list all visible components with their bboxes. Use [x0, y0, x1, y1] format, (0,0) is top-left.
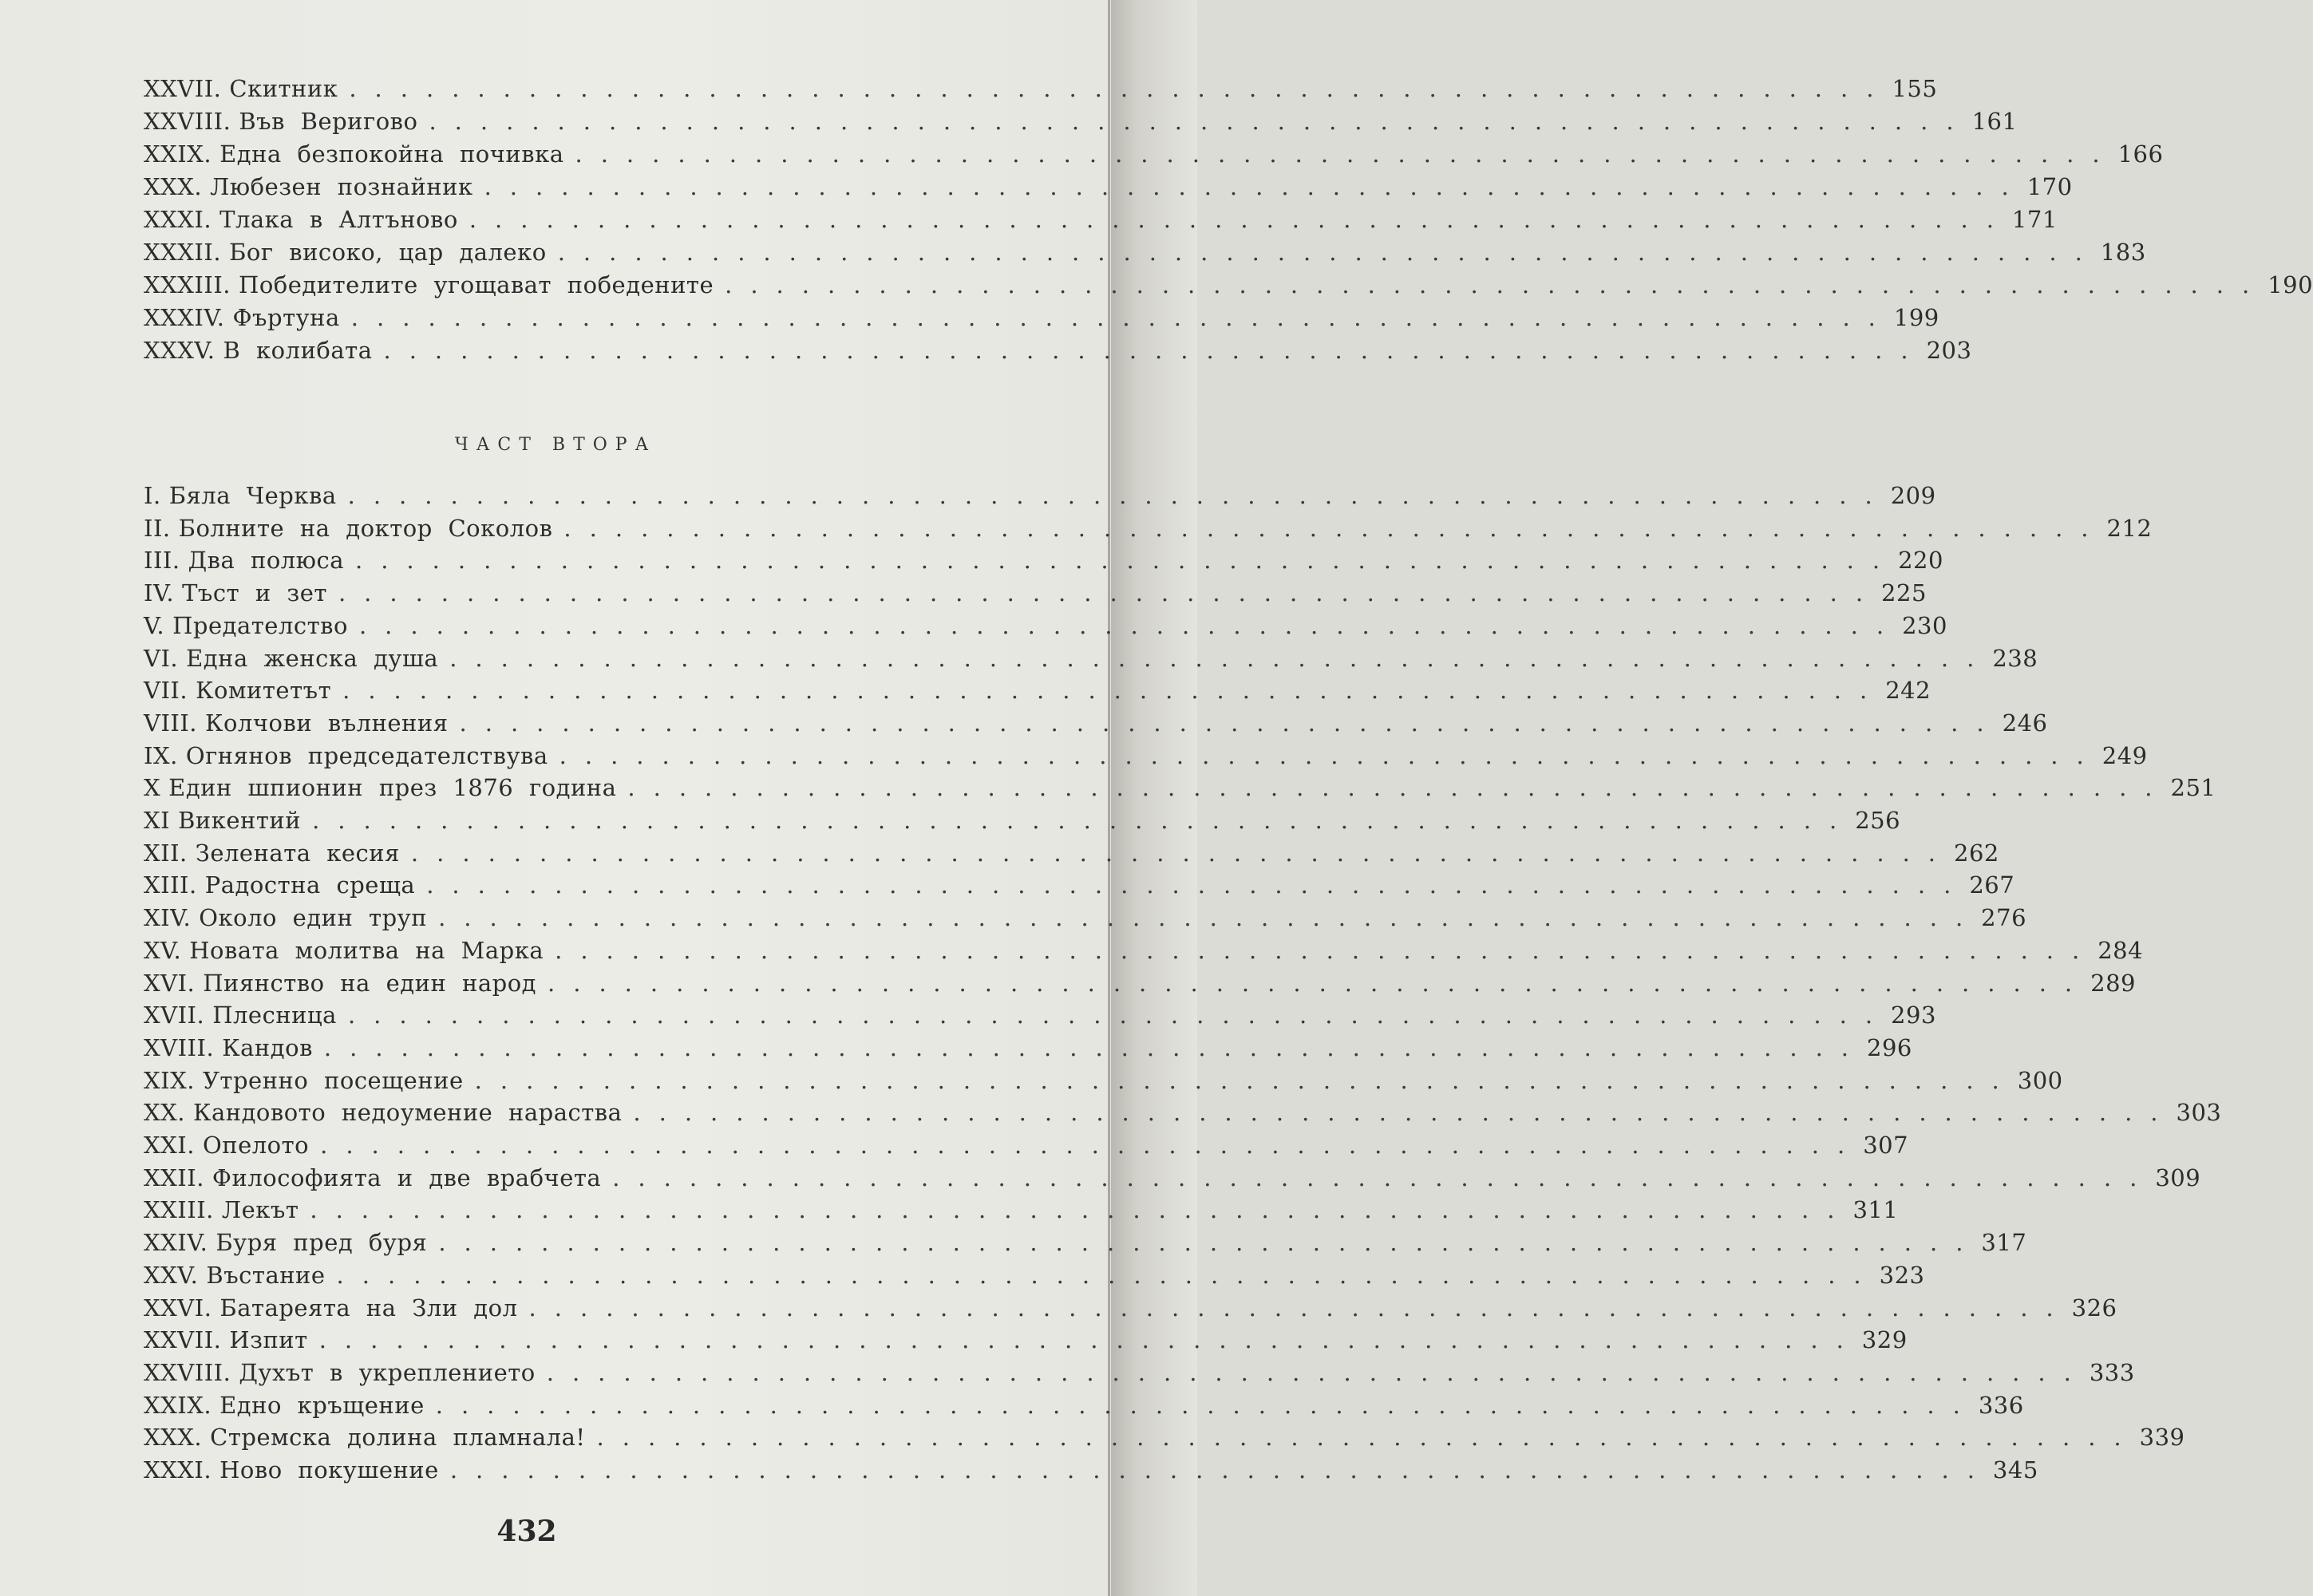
toc-entry [144, 173, 2073, 205]
chapter-title: Колчови вълнения [205, 709, 449, 737]
toc-entry [144, 1261, 1925, 1294]
chapter-title: Една безпокойна почивка [219, 140, 564, 168]
toc-entry [144, 774, 2216, 806]
chapter-number: XXVII. [144, 1326, 222, 1354]
chapter-title: Болните на доктор Соколов [178, 514, 553, 542]
chapter-page-number: 242 [1885, 677, 1931, 705]
chapter-page-number: 303 [2176, 1099, 2222, 1127]
toc-entry [144, 1424, 2185, 1456]
dot-leader: ............................................................ [426, 871, 1970, 899]
chapter-page-number: 317 [1981, 1229, 2027, 1257]
chapter-number: XIV. [144, 904, 192, 932]
chapter-page-number: 339 [2139, 1424, 2185, 1452]
chapter-page-number: 203 [1926, 337, 1972, 364]
dot-leader: ............................................................ [575, 140, 2118, 168]
chapter-number: VII. [144, 677, 188, 705]
dot-leader: ............................................................ [555, 936, 2098, 964]
toc-entry [144, 482, 1936, 514]
chapter-number: XII. [144, 839, 188, 867]
chapter-page-number: 333 [2089, 1358, 2135, 1386]
dot-leader: ............................................................ [596, 1424, 2140, 1452]
dot-leader: ............................................................ [449, 1456, 1993, 1483]
chapter-page-number: 336 [1978, 1391, 2024, 1419]
chapter-title: Философията и две врабчета [212, 1163, 602, 1191]
chapter-title: Фъртуна [232, 304, 340, 331]
chapter-page-number: 161 [1971, 108, 2018, 135]
chapter-number: XXX. [144, 173, 203, 200]
chapter-number: XXIII. [144, 1196, 214, 1224]
chapter-number: XX. [144, 1099, 186, 1127]
chapter-title: Буря пред буря [215, 1229, 428, 1257]
chapter-page-number: 300 [2017, 1066, 2063, 1094]
chapter-page-number: 220 [1898, 547, 1943, 575]
dot-leader: ............................................................ [449, 644, 1993, 672]
chapter-number: XXXI. [144, 206, 212, 233]
dot-leader: ............................................................ [350, 304, 1894, 331]
toc-entry [144, 547, 1943, 579]
chapter-page-number: 183 [2100, 239, 2146, 266]
chapter-title: Комитетът [196, 677, 332, 705]
section-heading: ЧАСТ ВТОРА [454, 435, 657, 455]
chapter-page-number: 267 [1969, 871, 2015, 899]
chapter-number: IX. [144, 741, 178, 769]
chapter-title: Два полюса [188, 547, 344, 575]
dot-leader: ............................................................ [312, 807, 1856, 834]
toc-entry [144, 807, 1901, 839]
toc-entry [144, 337, 1972, 369]
dot-leader: ............................................................ [336, 1261, 1880, 1289]
toc-entry [144, 1001, 1936, 1033]
dot-leader: ............................................................ [429, 108, 1972, 135]
chapter-page-number: 293 [1891, 1001, 1936, 1029]
toc-entry [144, 677, 1931, 709]
chapter-title: Победителите угощават победените [239, 271, 714, 298]
dot-leader: ............................................................ [438, 904, 1982, 932]
chapter-number: II. [144, 514, 171, 542]
chapter-title: Тъст и зет [182, 579, 327, 607]
dot-leader: ............................................................ [347, 1001, 1892, 1029]
chapter-page-number: 230 [1902, 611, 1947, 639]
dot-leader: ............................................................ [318, 1326, 1862, 1354]
dot-leader: ............................................................ [323, 1033, 1868, 1061]
chapter-title: Едно кръщение [219, 1391, 425, 1419]
toc-entry [144, 206, 2058, 238]
chapter-title: Бог високо, цар далеко [229, 239, 547, 266]
chapter-number: X [144, 774, 161, 802]
dot-leader: ............................................................ [349, 75, 1892, 102]
chapter-title: Огнянов председателствува [185, 741, 548, 769]
dot-leader: ............................................................ [355, 547, 1899, 575]
chapter-title: Предателство [172, 611, 348, 639]
chapter-number: VI. [144, 644, 179, 672]
chapter-page-number: 323 [1879, 1261, 1925, 1289]
toc-entry [144, 611, 1947, 644]
chapter-page-number: 209 [1890, 482, 1936, 509]
chapter-title: Духът в укреплението [239, 1358, 536, 1386]
chapter-title: Батареята на Зли дол [219, 1294, 518, 1321]
chapter-number: XXXIII. [144, 271, 231, 298]
toc-entry [144, 514, 2153, 547]
toc-entry [144, 1033, 1912, 1066]
toc-entry [144, 75, 1938, 107]
chapter-number: XXI. [144, 1132, 195, 1159]
dot-leader: ............................................................ [546, 1358, 2090, 1386]
chapter-number: XXXII. [144, 239, 222, 266]
chapter-page-number: 311 [1852, 1196, 1899, 1224]
toc-entry [144, 239, 2146, 271]
dot-leader: ............................................................ [474, 1066, 2018, 1094]
chapter-title: Стремска долина пламнала! [210, 1424, 586, 1452]
chapter-title: Кандов [222, 1033, 313, 1061]
chapter-page-number: 170 [2026, 173, 2073, 200]
chapter-page-number: 345 [1992, 1456, 2038, 1483]
dot-leader: ............................................................ [548, 969, 2091, 997]
dot-leader: ............................................................ [557, 239, 2101, 266]
chapter-number: XXIX. [144, 140, 212, 168]
chapter-number: III. [144, 547, 180, 575]
toc-entry [144, 904, 2027, 936]
dot-leader: ............................................................ [383, 337, 1927, 364]
chapter-title: Бяла Черква [168, 482, 337, 509]
dot-leader: ............................................................ [358, 611, 1903, 639]
chapter-number: V. [144, 611, 165, 639]
dot-leader: ............................................................ [627, 774, 2171, 802]
chapter-title: Въстание [206, 1261, 326, 1289]
chapter-number: XVIII. [144, 1033, 215, 1061]
chapter-number: XXII. [144, 1163, 204, 1191]
toc-entry [144, 1196, 1899, 1228]
dot-leader: ............................................................ [484, 173, 2027, 200]
toc-entry [144, 1456, 2038, 1488]
chapter-page-number: 262 [1954, 839, 1999, 867]
chapter-number: XXVI. [144, 1294, 212, 1321]
toc-part-two [144, 482, 2222, 1487]
chapter-title: Една женска душа [186, 644, 439, 672]
chapter-title: Опелото [202, 1132, 310, 1159]
chapter-title: Утренно посещение [202, 1066, 464, 1094]
toc-entry [144, 579, 1927, 611]
toc-entry [144, 1294, 2117, 1326]
chapter-page-number: 166 [2117, 140, 2164, 168]
chapter-page-number: 246 [2002, 709, 2048, 737]
dot-leader: ............................................................ [320, 1132, 1864, 1159]
chapter-title: Викентий [178, 807, 302, 834]
dot-leader: ............................................................ [559, 741, 2102, 769]
chapter-page-number: 289 [2090, 969, 2136, 997]
toc-entry [144, 1132, 1909, 1163]
toc-part-one [144, 75, 2313, 378]
dot-leader: ............................................................ [563, 514, 2107, 542]
toc-entry [144, 108, 2018, 140]
toc-entry [144, 969, 2136, 1001]
chapter-page-number: 309 [2155, 1163, 2201, 1191]
chapter-page-number: 212 [2106, 514, 2153, 542]
chapter-number: XIII. [144, 871, 197, 899]
dot-leader: ............................................................ [459, 709, 2003, 737]
dot-leader: ............................................................ [438, 1229, 1982, 1257]
chapter-number: XXVIII. [144, 1358, 231, 1386]
chapter-title: Любезен познайник [210, 173, 473, 200]
chapter-title: Тлака в Алтъново [219, 206, 458, 233]
chapter-page-number: 276 [1981, 904, 2027, 932]
chapter-page-number: 329 [1861, 1326, 1908, 1354]
chapter-number: XIX. [144, 1066, 195, 1094]
dot-leader: ............................................................ [435, 1391, 1979, 1419]
chapter-number: IV. [144, 579, 175, 607]
chapter-title: Изпит [229, 1326, 308, 1354]
chapter-page-number: 284 [2098, 936, 2144, 964]
chapter-page-number: 296 [1867, 1033, 1912, 1061]
chapter-title: Кандовото недоумение нараства [193, 1099, 623, 1127]
chapter-number: XXVIII. [144, 108, 231, 135]
chapter-number: XXXIV. [144, 304, 225, 331]
dot-leader: ............................................................ [725, 271, 2268, 298]
chapter-number: XI [144, 807, 171, 834]
chapter-title: В колибата [223, 337, 373, 364]
chapter-number: XV. [144, 936, 182, 964]
chapter-page-number: 225 [1881, 579, 1927, 607]
toc-entry [144, 936, 2144, 969]
chapter-number: XXVII. [144, 75, 222, 102]
toc-entry [144, 839, 1999, 871]
chapter-number: XVI. [144, 969, 196, 997]
chapter-number: XXV. [144, 1261, 199, 1289]
chapter-page-number: 251 [2170, 774, 2216, 802]
chapter-title: Пиянство на един народ [203, 969, 537, 997]
chapter-page-number: 256 [1855, 807, 1901, 834]
toc-entry [144, 271, 2313, 303]
chapter-number: I. [144, 482, 161, 509]
dot-leader: ............................................................ [612, 1163, 2156, 1191]
chapter-number: VIII. [144, 709, 198, 737]
chapter-page-number: 307 [1863, 1132, 1909, 1159]
toc-entry [144, 644, 2038, 677]
toc-entry [144, 1326, 1908, 1358]
chapter-title: Около един труп [199, 904, 428, 932]
dot-leader: ............................................................ [528, 1294, 2072, 1321]
dot-leader: ............................................................ [469, 206, 2012, 233]
chapter-number: XXXV. [144, 337, 215, 364]
chapter-number: XXIV. [144, 1229, 208, 1257]
chapter-title: Плесница [212, 1001, 337, 1029]
dot-leader: ............................................................ [310, 1196, 1853, 1224]
toc-entry [144, 1163, 2201, 1196]
chapter-page-number: 155 [1892, 75, 1938, 102]
chapter-page-number: 171 [2011, 206, 2058, 233]
toc-entry [144, 1358, 2135, 1391]
toc-entry [144, 304, 1939, 336]
dot-leader: ............................................................ [410, 839, 1955, 867]
chapter-title: Скитник [229, 75, 338, 102]
toc-entry [144, 140, 2164, 172]
chapter-title: Един шпионин през 1876 година [168, 774, 617, 802]
chapter-number: XXIX. [144, 1391, 212, 1419]
chapter-number: XXX. [144, 1424, 203, 1452]
toc-entry [144, 741, 2148, 774]
chapter-number: XXXI. [144, 1456, 212, 1483]
chapter-title: Лекът [221, 1196, 299, 1224]
chapter-page-number: 326 [2071, 1294, 2117, 1321]
toc-entry [144, 1229, 2027, 1261]
chapter-number: XVII. [144, 1001, 205, 1029]
chapter-title: Радостна среща [204, 871, 416, 899]
toc-entry [144, 871, 2015, 903]
chapter-page-number: 238 [1992, 644, 2038, 672]
toc-entry [144, 1391, 2024, 1424]
page-number: 432 [496, 1515, 557, 1548]
chapter-page-number: 190 [2268, 271, 2313, 298]
dot-leader: ............................................................ [342, 677, 1886, 705]
chapter-page-number: 249 [2101, 741, 2148, 769]
dot-leader: ............................................................ [347, 482, 1891, 509]
toc-entry [144, 1066, 2063, 1099]
toc-entry [144, 1099, 2222, 1131]
chapter-title: Ново покушение [219, 1456, 439, 1483]
toc-entry [144, 709, 2048, 741]
dot-leader: ............................................................ [338, 579, 1882, 607]
chapter-page-number: 199 [1893, 304, 1939, 331]
chapter-title: Във Веригово [239, 108, 418, 135]
dot-leader: ............................................................ [633, 1099, 2177, 1127]
chapter-title: Зелената кесия [195, 839, 400, 867]
chapter-title: Новата молитва на Марка [189, 936, 544, 964]
